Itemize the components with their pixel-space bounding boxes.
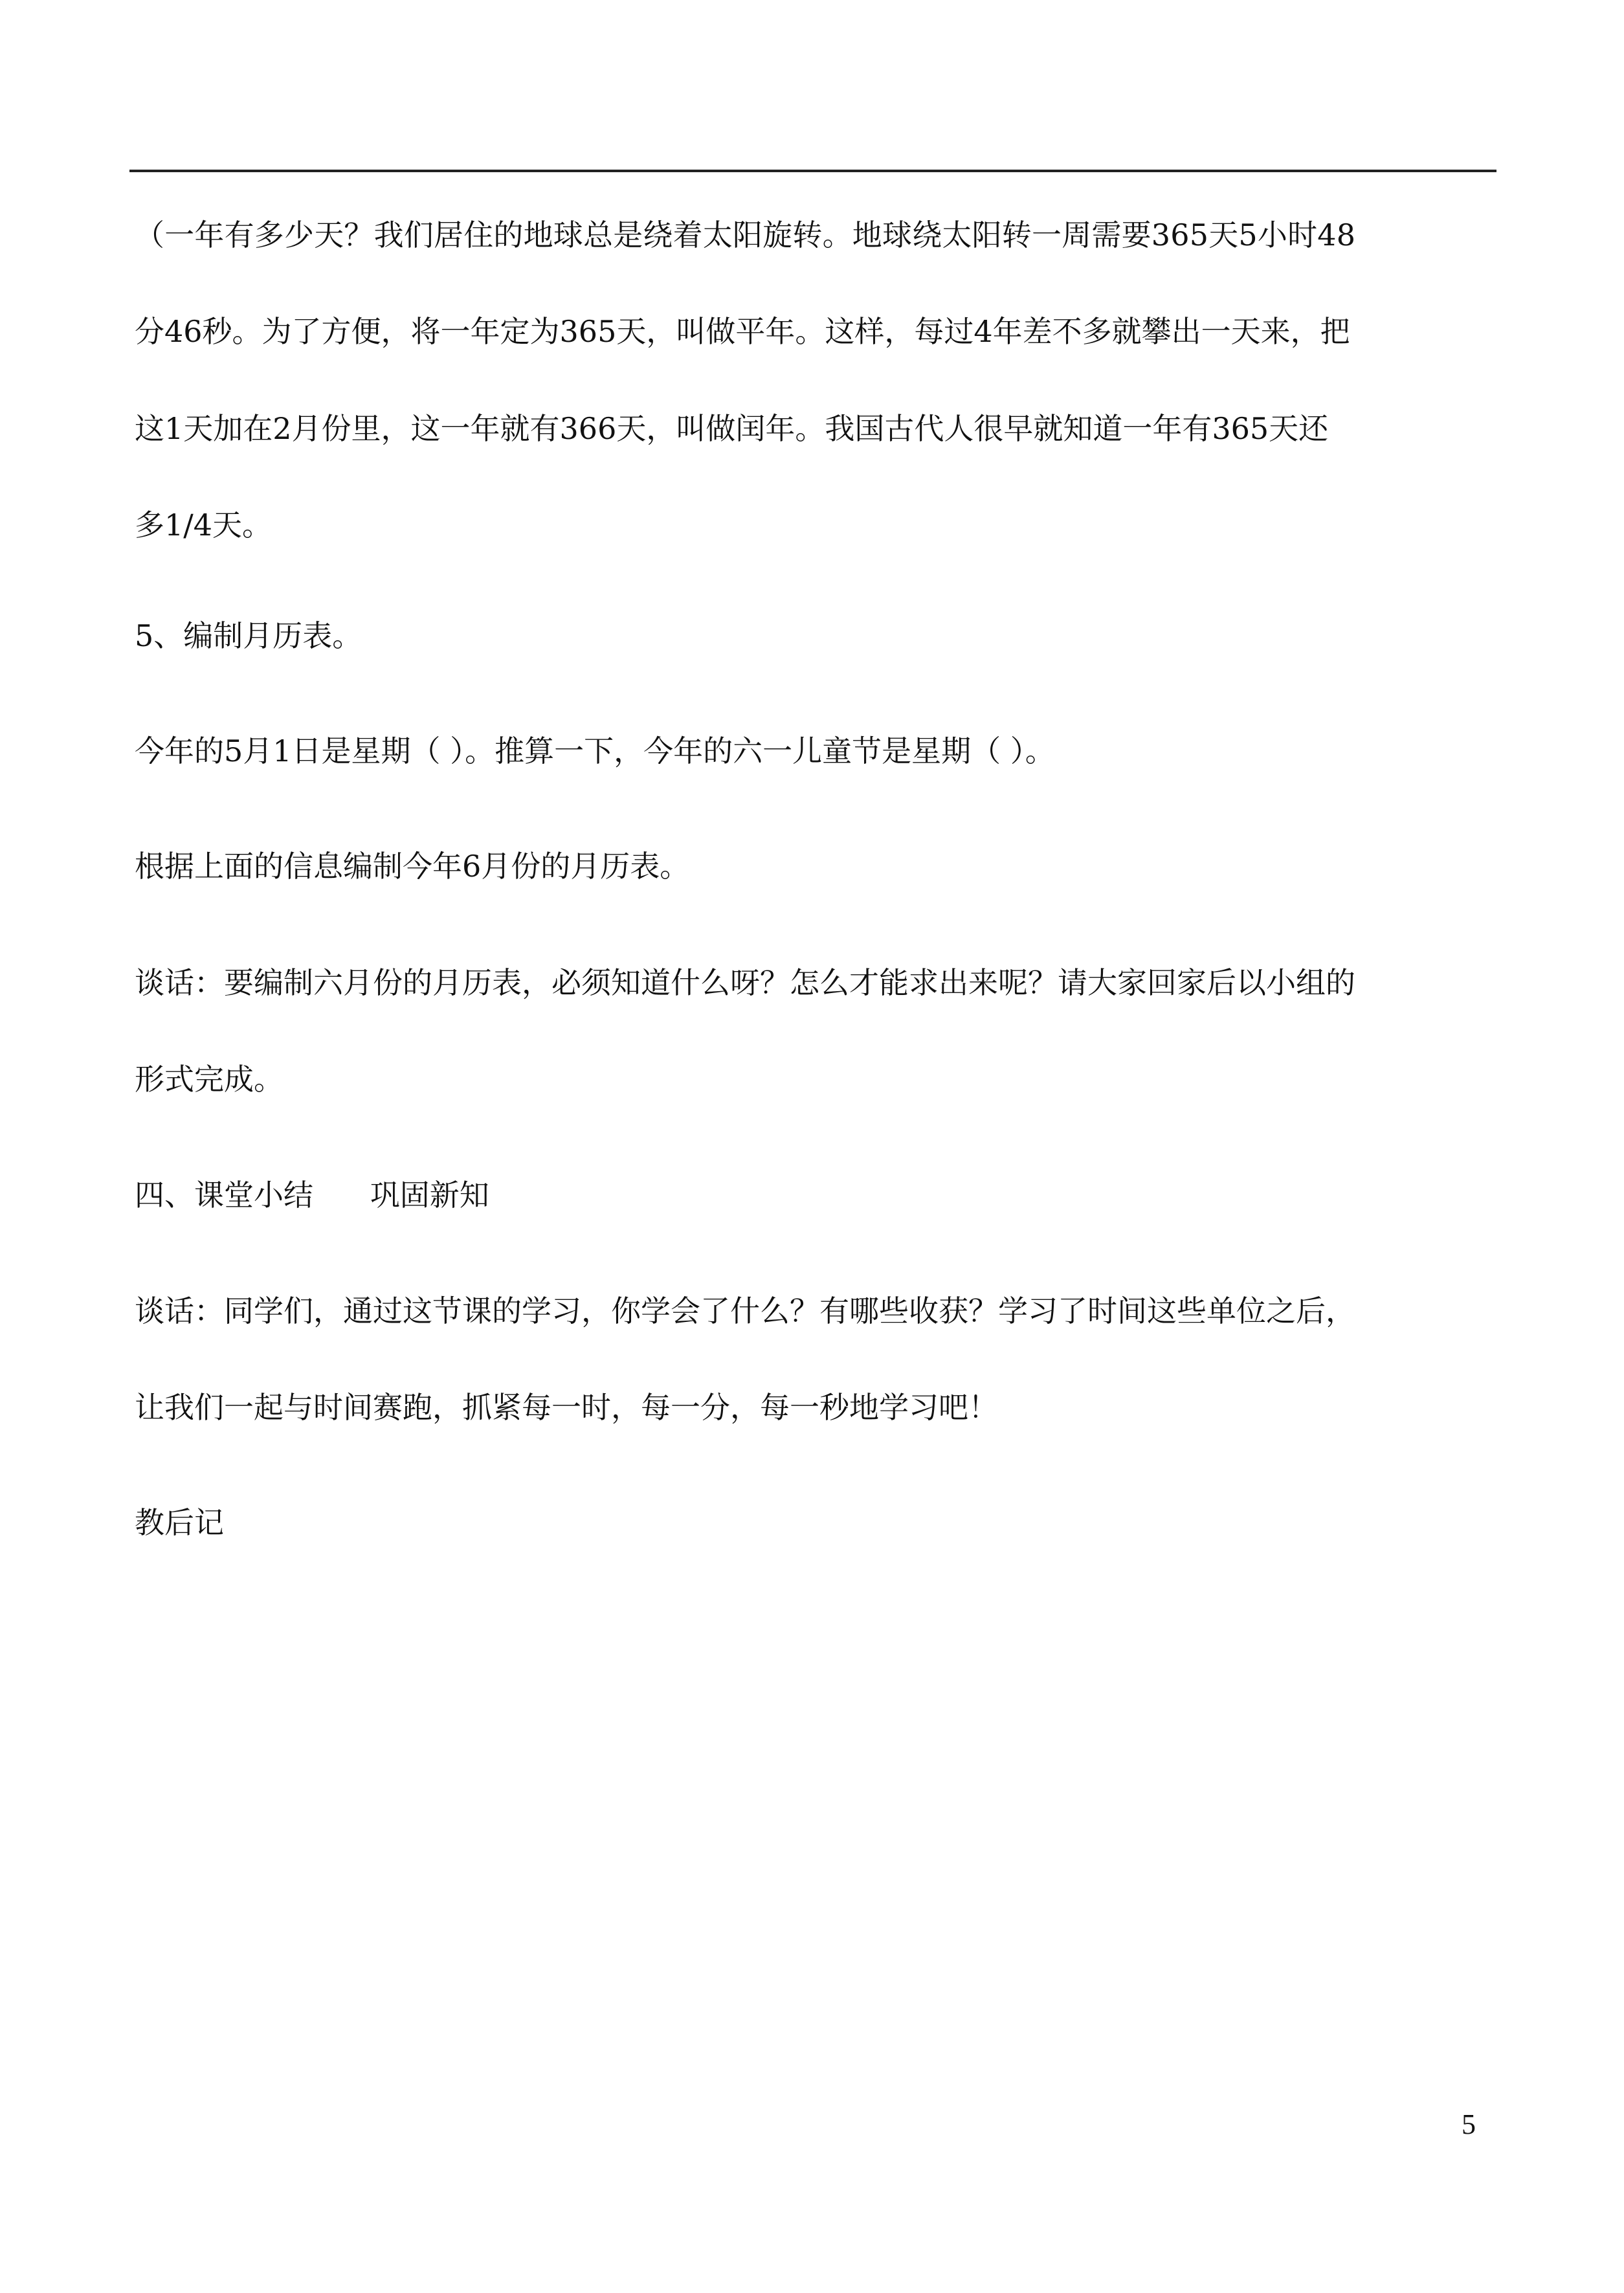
page-number: 5 xyxy=(1462,2108,1476,2140)
calendar-talk-line-2: 形式完成。 xyxy=(135,1062,284,1097)
section-4-heading: 四、课堂小结 巩固新知 xyxy=(135,1178,489,1213)
year-paragraph-line-1: （一年有多少天？我们居住的地球总是绕着太阳旋转。地球绕太阳转一周需要365天5小时48 xyxy=(135,218,1356,252)
summary-talk-line-2: 让我们一起与时间赛跑，抓紧每一时，每一分，每一秒地学习吧！ xyxy=(135,1390,998,1425)
section-5-heading: 5、编制月历表。 xyxy=(135,618,362,653)
calendar-task: 根据上面的信息编制今年6月份的月历表。 xyxy=(135,849,690,884)
year-paragraph-line-3: 这1天加在2月份里，这一年就有366天，叫做闰年。我国古代人很早就知道一年有365天还 xyxy=(135,411,1329,446)
weekday-question: 今年的5月1日是星期（ ）。推算一下，今年的六一儿童节是星期（ ）。 xyxy=(135,733,1055,768)
calendar-talk-line-1: 谈话：要编制六月份的月历表，必须知道什么呀？怎么才能求出来呢？请大家回家后以小组的 xyxy=(135,965,1355,1000)
year-paragraph-line-4: 多1/4天。 xyxy=(135,508,273,542)
summary-talk-line-1: 谈话：同学们，通过这节课的学习，你学会了什么？有哪些收获？学习了时间这些单位之后， xyxy=(135,1293,1355,1328)
afterword-label: 教后记 xyxy=(135,1505,224,1540)
year-paragraph-line-2: 分46秒。为了方便，将一年定为365天，叫做平年。这样，每过4年差不多就攀出一天来，把 xyxy=(135,314,1350,349)
header-rule xyxy=(129,170,1496,172)
